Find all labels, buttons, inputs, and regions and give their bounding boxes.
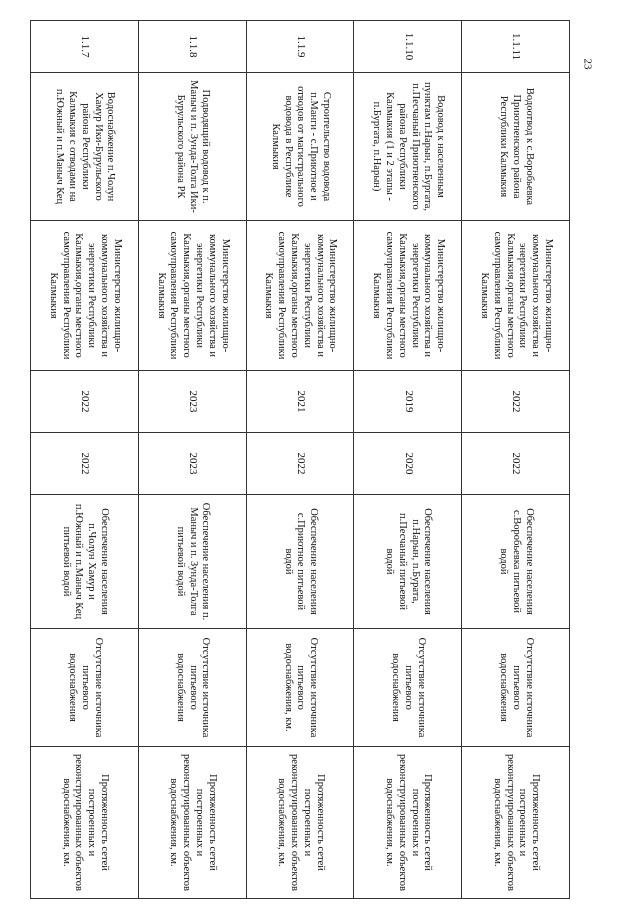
page-number: 23 <box>581 58 594 70</box>
end-year: 2022 <box>462 433 570 495</box>
end-year: 2022 <box>246 433 354 495</box>
indicator: Протяженность сетей построенных и реконструированных объектов водоснабжения, км. <box>246 747 354 899</box>
table-body <box>31 21 570 899</box>
indicator: Протяженность сетей построенных и реконструированных объектов водоснабжения, км. <box>462 747 570 899</box>
table-row <box>138 21 246 899</box>
end-year: 2023 <box>138 433 246 495</box>
expected-result: Обеспечение населения п. Маныч и п. Зунда-Толга питьевой водой <box>138 495 246 629</box>
problem: Отсутствие источника питьевого водоснабжения, км. <box>246 629 354 747</box>
rotated-table-container <box>30 20 570 898</box>
event-name: Водоснабжение п.Чолун Хамур Ики-Бурульского района Республики Калмыкия с отводами на п.Южный и п.Маныч Кец <box>31 73 139 221</box>
expected-result: Обеспечение населения п.Нарын, п.Бурата, п.Песчаный питьевой водой <box>354 495 462 629</box>
event-name: Строительство водовода п.Манги - с.Приютное и отводов от магистрального водовода в Республике Калмыкия <box>246 73 354 221</box>
start-year: 2022 <box>31 371 139 433</box>
executor: Министерство жилищно-коммунального хозяйства и энергетики Республики Калмыкия,органы местного самоуправления Республики Калмыкия <box>354 221 462 371</box>
problem: Отсутствие источника питьевого водоснабжения <box>138 629 246 747</box>
problem: Отсутствие источника питьевого водоснабжения <box>354 629 462 747</box>
program-table <box>30 20 570 899</box>
executor: Министерство жилищно-коммунального хозяйства и энергетики Республики Калмыкия,органы местного самоуправления Республики Калмыкия <box>138 221 246 371</box>
start-year: 2023 <box>138 371 246 433</box>
start-year: 2022 <box>462 371 570 433</box>
end-year: 2022 <box>31 433 139 495</box>
row-number: 1.1.8 <box>138 21 246 73</box>
indicator: Протяженность сетей построенных и реконструированных объектов водоснабжения, км. <box>138 747 246 899</box>
expected-result: Обеспечение населения с.Воробьевка питьевой водой <box>462 495 570 629</box>
table-row <box>462 21 570 899</box>
problem: Отсутствие источника питьевого водоснабжения <box>462 629 570 747</box>
row-number: 1.1.7 <box>31 21 139 73</box>
indicator: Протяженность сетей построенных и реконструированных объектов водоснабжения, км. <box>354 747 462 899</box>
expected-result: Обеспечение населения с.Приютное питьевой водой <box>246 495 354 629</box>
executor: Министерство жилищно-коммунального хозяйства и энергетики Республики Калмыкия,органы местного самоуправления Республики Калмыкия <box>462 221 570 371</box>
table-row <box>354 21 462 899</box>
row-number: 1.1.11 <box>462 21 570 73</box>
event-name: Водовод к населенным пунктам п.Нарын, п.Бургата, п.Песчаный Приютненского района Республики Калмыкия (1 и 2 этапы - п.Бургата, п.Нарын) <box>354 73 462 221</box>
table-row <box>31 21 139 899</box>
row-number: 1.1.10 <box>354 21 462 73</box>
event-name: Подводящий водовод к п. Маныч и п. Зунда-Толга Ики-Бурульского района РК <box>138 73 246 221</box>
start-year: 2021 <box>246 371 354 433</box>
problem: Отсутствие источника питьевого водоснабжения <box>31 629 139 747</box>
expected-result: Обеспечение населения п.Чолун Хамур и п.Южный и п.Маныч Кец питьевой водой <box>31 495 139 629</box>
end-year: 2020 <box>354 433 462 495</box>
table-row <box>246 21 354 899</box>
executor: Министерство жилищно-коммунального хозяйства и энергетики Республики Калмыкия,органы местного самоуправления Республики Калмыкия <box>246 221 354 371</box>
indicator: Протяженность сетей построенных и реконструированных объектов водоснабжения, км. <box>31 747 139 899</box>
row-number: 1.1.9 <box>246 21 354 73</box>
executor: Министерство жилищно-коммунального хозяйства и энергетики Республики Калмыкия,органы местного самоуправления Республики Калмыкия <box>31 221 139 371</box>
event-name: Водоотвод к с.Воробьевка Приютненского района Республики Калмыкия <box>462 73 570 221</box>
start-year: 2019 <box>354 371 462 433</box>
